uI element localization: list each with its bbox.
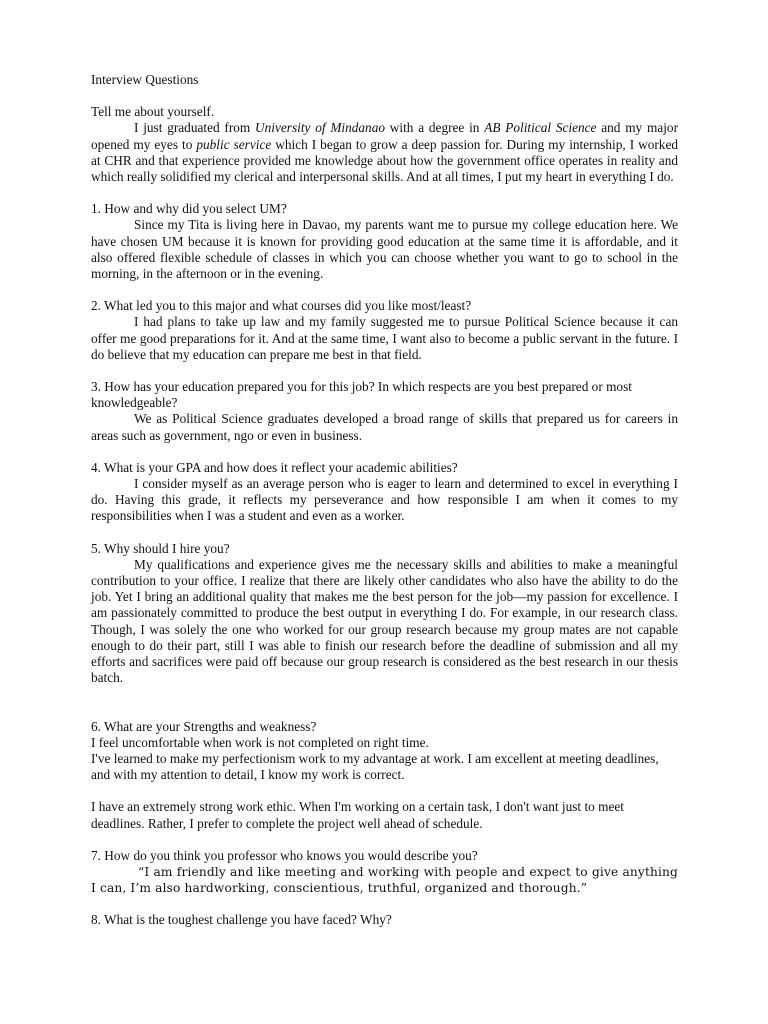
- passion-phrase: public service: [196, 136, 272, 152]
- university-name: University of Mindanao: [255, 120, 386, 136]
- intro-question: Tell me about yourself.: [91, 104, 215, 120]
- intro-section: [91, 104, 678, 185]
- question-block-3: [91, 379, 678, 444]
- question-heading: 4. What is your GPA and how does it reflect your academic abilities?: [91, 459, 458, 475]
- intro-answer: [91, 120, 678, 185]
- question-heading: 1. How and why did you select UM?: [91, 201, 287, 217]
- question-block-4: [91, 460, 678, 525]
- question-heading: 3. How has your education prepared you for this job? In which respects are you best prepared or most knowledgeable?: [91, 379, 632, 411]
- question-block-1: [91, 201, 678, 282]
- answer-paragraph: Since my Tita is living here in Davao, my parents want me to pursue my college education here. We have chosen UM because it is known for providing good education at the same time it is affordable, and it also offered flexible schedule of classes in which you can choose whether you want to go to school in the morning, in the afternoon or in the evening.: [91, 217, 678, 282]
- answer-line: I have an extremely strong work ethic. When I'm working on a certain task, I don't want just to meet deadlines. Rather, I prefer to complete the project well ahead of schedule.: [91, 799, 624, 831]
- answer-quote: “I am friendly and like meeting and working with people and expect to give anything I can, I’m also hardworking, conscientious, truthful, organized and thorough.”: [91, 864, 678, 896]
- document-title: Interview Questions: [91, 72, 199, 87]
- answer-paragraph: We as Political Science graduates developed a broad range of skills that prepared us for careers in areas such as government, ngo or even in business.: [91, 411, 678, 443]
- answer-line: I've learned to make my perfectionism work to my advantage at work. I am excellent at meeting deadlines, and with my attention to detail, I know my work is correct.: [91, 750, 659, 783]
- question-heading: 7. How do you think you professor who knows you would describe you?: [91, 847, 478, 863]
- intro-answer-part: and my major opened my eyes to: [91, 120, 679, 152]
- answer-paragraph: My qualifications and experience gives me the necessary skills and abilities to make a meaningful contribution to your office. I realize that there are likely other candidates who also have the ability to do the job. Yet I bring an additional quality that makes me the best person for the job—my passion for excellence. I am passionately committed to produce the best output in everything I do. For example, in our research class. Though, I was solely the one who worked for our group research because my group mates are not capable enough to do their part, still I was able to finish our research before the deadline of submission and all my efforts and sacrifices were paid off because our group research is considered as the best research in our thesis batch.: [91, 556, 678, 686]
- question-heading: 8. What is the toughest challenge you have faced? Why?: [91, 912, 392, 928]
- question-block-5: [91, 541, 678, 687]
- question-block-2: [91, 298, 678, 363]
- intro-answer-part: I just graduated from: [134, 120, 256, 136]
- intro-answer-part: with a degree in: [385, 120, 485, 136]
- answer-paragraph: I consider myself as an average person who is eager to learn and determined to excel in everything I do. Having this grade, it reflects my perseverance and how responsible I am when it comes to my responsibilities when I was a student and even as a worker.: [91, 476, 678, 524]
- question-block-8: [91, 912, 678, 928]
- question-heading: 5. Why should I hire you?: [91, 540, 230, 556]
- question-heading: 6. What are your Strengths and weakness?: [91, 718, 317, 734]
- intro-answer-part: which I began to grow a deep passion for. During my internship, I worked at CHR and that experience provided me knowledge about how the government office operates in reality and which really solidified my clerical and interpersonal skills. And at all times, I put my heart in everything I do.: [91, 136, 679, 185]
- question-block-6: [91, 719, 678, 832]
- answer-line: I feel uncomfortable when work is not completed on right time.: [91, 734, 429, 750]
- paragraph-spacer: [91, 783, 678, 799]
- question-block-7: [91, 848, 678, 897]
- degree-name: AB Political Science: [484, 120, 597, 136]
- document-page: [91, 72, 678, 945]
- answer-paragraph: I had plans to take up law and my family suggested me to pursue Political Science because it can offer me good preparations for it. And at the same time, I want also to become a public servant in the future. I do believe that my education can prepare me best in that field.: [91, 314, 678, 362]
- question-heading: 2. What led you to this major and what courses did you like most/least?: [91, 298, 472, 314]
